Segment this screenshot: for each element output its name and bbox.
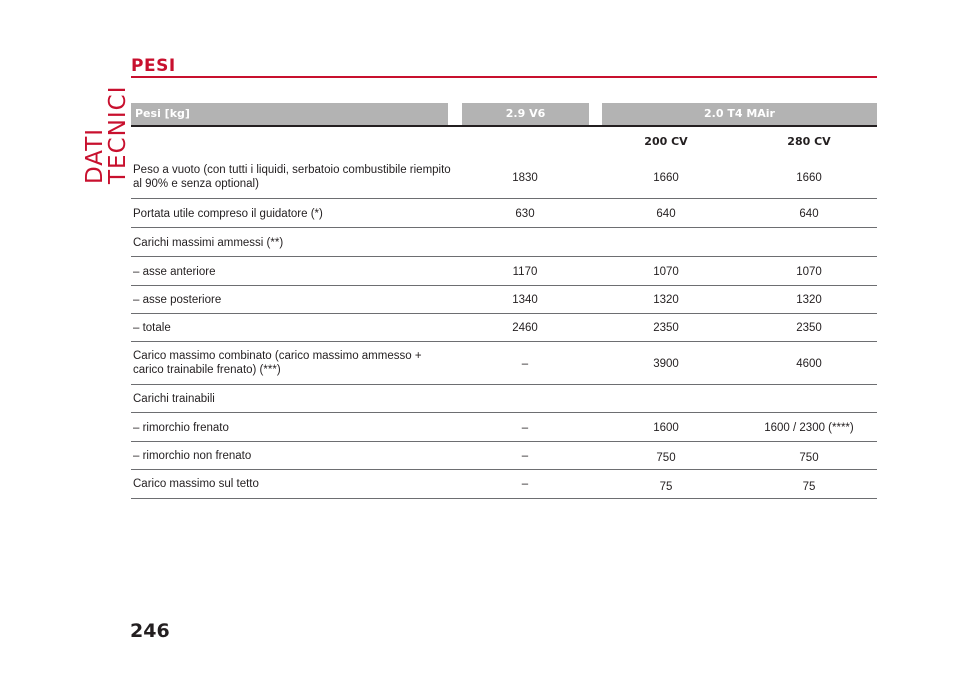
value-200cv: 1660	[653, 172, 679, 184]
table-row	[131, 342, 877, 385]
value-200cv: 750	[656, 452, 676, 464]
row-label: – totale	[133, 322, 171, 334]
table-row	[131, 413, 877, 442]
value-200cv: 75	[659, 481, 673, 493]
value-v6: 1340	[512, 294, 538, 306]
row-label: Carichi trainabili	[133, 393, 215, 405]
header-v6: 2.9 V6	[462, 103, 589, 125]
value-200cv: 1600	[653, 422, 679, 434]
page-number: 246	[130, 620, 170, 642]
value-v6: 1170	[512, 266, 538, 278]
value-280cv: 750	[799, 452, 819, 464]
value-200cv: 2350	[653, 322, 679, 334]
subheader-200cv: 200 CV	[644, 135, 688, 148]
value-v6: 1830	[512, 172, 538, 184]
table-row	[131, 228, 877, 257]
value-280cv: 1660	[796, 172, 822, 184]
row-label: Carico massimo sul tetto	[133, 478, 259, 490]
value-v6: –	[521, 478, 529, 490]
value-v6: 630	[515, 208, 535, 220]
value-200cv: 640	[656, 208, 676, 220]
value-280cv: 75	[802, 481, 816, 493]
value-200cv: 3900	[653, 358, 679, 370]
table-row	[131, 442, 877, 470]
table-row	[131, 385, 877, 413]
row-label: – rimorchio frenato	[133, 422, 229, 434]
title-divider	[131, 76, 877, 78]
value-280cv: 640	[799, 208, 819, 220]
table-row	[131, 470, 877, 499]
row-label: Carichi massimi ammessi (**)	[133, 237, 284, 249]
value-200cv: 1070	[653, 266, 679, 278]
value-280cv: 1070	[796, 266, 822, 278]
value-v6: 2460	[512, 322, 538, 334]
row-label: – asse posteriore	[133, 294, 222, 306]
row-label: Peso a vuoto (con tutti i liquidi, serbatoio combustibile riempito al 90% e senza optional)	[133, 164, 451, 190]
value-v6: –	[521, 422, 529, 434]
value-280cv: 1600 / 2300 (****)	[764, 422, 854, 434]
row-label: Portata utile compreso il guidatore (*)	[133, 208, 323, 220]
header-pesi: Pesi [kg]	[131, 103, 448, 125]
row-label: – rimorchio non frenato	[133, 450, 252, 462]
value-280cv: 1320	[796, 294, 822, 306]
value-280cv: 4600	[796, 358, 822, 370]
value-200cv: 1320	[653, 294, 679, 306]
header-divider	[131, 125, 877, 127]
table-row	[131, 314, 877, 342]
table-row	[131, 199, 877, 228]
table-row	[131, 155, 877, 199]
subheader-280cv: 280 CV	[787, 135, 831, 148]
value-v6: –	[521, 450, 529, 462]
value-v6: –	[521, 358, 529, 370]
section-title: PESI	[131, 56, 176, 76]
value-280cv: 2350	[796, 322, 822, 334]
row-label: – asse anteriore	[133, 266, 216, 278]
side-section-title: DATI TECNICI	[82, 85, 131, 184]
table-row	[131, 257, 877, 286]
row-label: Carico massimo combinato (carico massimo ammesso + carico trainabile frenato) (***)	[133, 350, 422, 376]
header-t4: 2.0 T4 MAir	[602, 103, 877, 125]
table-row	[131, 286, 877, 314]
